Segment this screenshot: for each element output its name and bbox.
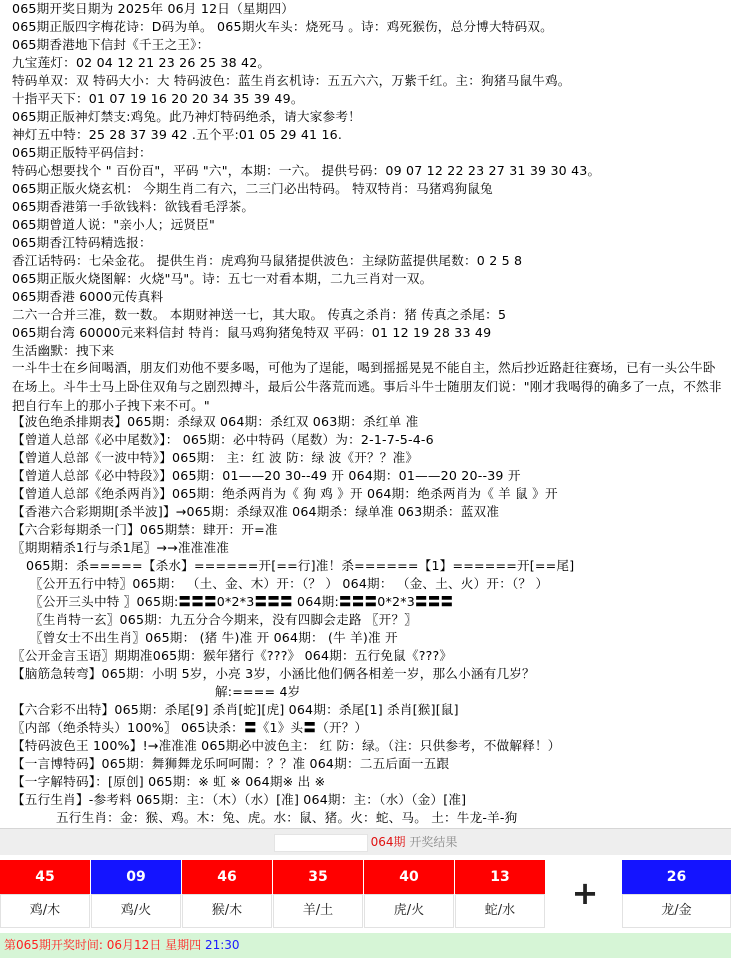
text-line: 【曾道人总部《必中尾数》】： 065期：必中特码（尾数）为：2-1-7-5-4-6 bbox=[12, 432, 434, 447]
text-line: 065期正版火烧图解：火烧"马"。诗：五七一对看本期，二九三肖对一双。 bbox=[12, 271, 433, 286]
text-line: 香江话特码：七朵金花。 提供生肖：虎鸡狗马鼠猪提供波色：主绿防蓝提供尾数：0 2 5 8 bbox=[12, 253, 523, 268]
footer-time: 21:30 bbox=[204, 938, 240, 952]
text-line: 〖期期精杀1行与杀1尾〗→→准准准准 bbox=[12, 540, 230, 555]
text-line: 〖公开五行中特〗065期： （土、金、木）开：（？ ） 064期： （金、土、火）开：（？ ） bbox=[30, 576, 549, 591]
text-line: 【脑筋急转弯】065期：小明 5岁，小亮 3岁，小涵比他们俩各相差一岁，那么小涵有几岁？ bbox=[12, 666, 535, 681]
text-line: 特码单双：双 特码大小：大 特码波色：蓝生肖玄机诗：五五六六，万紫千红。主：狗猪马鼠牛鸡。 bbox=[12, 73, 571, 88]
text-line: 【波色绝杀排期表】065期：杀绿双 064期：杀红双 063期：杀红单 准 bbox=[12, 414, 419, 429]
result-zodiac: 鸡/火 bbox=[91, 894, 181, 928]
text-line: 〖公开三头中特 〗065期:〓〓〓0*2*3〓〓〓 064期:〓〓〓0*2*3〓〓〓 bbox=[30, 594, 454, 609]
text-line: 065期香港 6000元传真料 bbox=[12, 289, 164, 304]
text-line: 【六合彩不出特】065期：杀尾[9] 杀肖[蛇][虎] 064期：杀尾[1] 杀肖[猴][鼠] bbox=[12, 702, 459, 717]
text-line: 〖公开金言玉语〗期期准065期：猴年猪行《???》 064期：五行免鼠《???》 bbox=[12, 648, 453, 663]
text-line: 065期香江特码精选报： bbox=[12, 235, 152, 250]
result-zodiac: 鸡/木 bbox=[0, 894, 90, 928]
result-ball: 35 bbox=[273, 860, 363, 894]
text-line: 065期正版神灯禁支:鸡兔。此乃神灯特码绝杀，请大家参考！ bbox=[12, 109, 361, 124]
text-line: 【六合彩每期杀一门】065期禁：肆开：开=准 bbox=[12, 522, 278, 537]
special-zodiac: 龙/金 bbox=[622, 894, 731, 928]
special-ball: 26 bbox=[622, 860, 731, 894]
text-line: 神灯五中特：25 28 37 39 42 .五个平:01 05 29 41 16. bbox=[12, 127, 343, 142]
draw-date-line: 065期开奖日期为 2025年 06月 12日（星期四） bbox=[12, 1, 295, 16]
text-line: 〖曾女士不出生肖〗065期： (猪 牛)准 开 064期： (牛 羊)准 开 bbox=[30, 630, 398, 645]
result-zodiac: 猴/木 bbox=[182, 894, 272, 928]
result-label: 开奖结果 bbox=[409, 835, 458, 849]
text-line: 特码心想要找个 " 百份百"，平码 "六"，本期：一六。 提供号码：09 07 12 22 23 27 31 39 30 43。 bbox=[12, 163, 601, 178]
text-line: 065期正版特平码信封： bbox=[12, 145, 152, 160]
text-line: 生活幽默：拽下来 bbox=[12, 343, 115, 358]
text-line: 【曾道人总部《一波中特》】065期： 主：红 波 防：绿 波《开？？准》 bbox=[12, 450, 419, 465]
text-line: 【曾道人总部《绝杀两肖》】065期：绝杀两肖为《 狗 鸡 》开 064期：绝杀两肖为《 羊 鼠 》开 bbox=[12, 486, 558, 501]
text-line: 十指平天下：01 07 19 16 20 20 34 35 39 49。 bbox=[12, 91, 304, 106]
text-line: 065期台湾 60000元来料信封 特肖：鼠马鸡狗猪兔特双 平码：01 12 19 28 33 49 bbox=[12, 325, 492, 340]
issue-input-box bbox=[274, 834, 368, 852]
text-line: 065期正版四字梅花诗：D码为单。 065期火车头：烧死马 。诗：鸡死猴伤，总分博大特码双。 bbox=[12, 19, 553, 34]
result-ball: 46 bbox=[182, 860, 272, 894]
text-line: 九宝莲灯：02 04 12 21 23 26 25 38 42。 bbox=[12, 55, 271, 70]
draw-result-header bbox=[0, 828, 731, 855]
text-line: 065期香港地下信封《千王之王》： bbox=[12, 37, 210, 52]
text-line: 【香港六合彩期期[杀半波]】→065期：杀绿双准 064期杀：绿单准 063期杀：蓝双准 bbox=[12, 504, 500, 519]
result-ball: 45 bbox=[0, 860, 90, 894]
result-zodiac: 羊/土 bbox=[273, 894, 363, 928]
plus-icon: + bbox=[571, 874, 599, 912]
text-line: 〖生肖特一玄〗065期：九五分合今期来，没有四脚会走路 〖开？〗 bbox=[30, 612, 418, 627]
result-zodiac: 虎/火 bbox=[364, 894, 454, 928]
text-line: 解:==== 4岁 bbox=[215, 684, 301, 699]
text-line: 065期正版火烧玄机： 今期生肖二有六，二三门必出特码。 特双特肖：马猪鸡狗鼠兔 bbox=[12, 181, 493, 196]
text-line: 二六一合并三准，数一数。 本期财神送一七，其大取。 传真之杀肖：猪 传真之杀尾：5 bbox=[12, 307, 507, 322]
result-ball: 09 bbox=[91, 860, 181, 894]
text-line: 【一字解特码】：[原创] 065期：※ 虹 ※ 064期※ 出 ※ bbox=[12, 774, 326, 789]
text-line: 【特码波色王 100%】!→准准准 065期必中波色主： 红 防：绿。（注：只供参考，不做解释！） bbox=[12, 738, 561, 753]
text-line: 065期香港第一手欲钱料：欲钱看毛浮茶。 bbox=[12, 199, 255, 214]
text-line: 五行生肖：金：猴、鸡。木：兔、虎。水：鼠、猪。火：蛇、马。 土：牛龙-羊-狗 bbox=[56, 810, 518, 825]
next-draw-footer bbox=[0, 933, 731, 958]
text-line: 〖内部（绝杀特头）100%〗 065诀杀：〓《1》头〓（开？） bbox=[12, 720, 368, 735]
text-line: 【一言博特码】065期：舞狮舞龙乐呵呵閙：？？准 064期：二五后面一五跟 bbox=[12, 756, 450, 771]
result-issue: 064期 bbox=[370, 835, 406, 849]
result-zodiac: 蛇/水 bbox=[455, 894, 545, 928]
humor-story: 一斗牛士在乡间喝酒，朋友们劝他不要多喝，可他为了逞能，喝到摇摇晃晃不能自主，然后抄近路赶往赛场，已有一头公牛卧在场上。斗牛士马上卧住双角与之剧烈搏斗，最后公牛落荒而逃。事后斗牛士随朋友们说："刚才我喝得的确多了一点，不然非把自行车上的那小子拽下来不可。" bbox=[12, 360, 722, 413]
text-line: 【五行生肖】-参考料 065期：主：（木）（水）[准] 064期：主：（水）（金）[准] bbox=[12, 792, 467, 807]
text-line: 【曾道人总部《必中特段》】065期：01——20 30--49 开 064期：01——20 20--39 开 bbox=[12, 468, 521, 483]
result-ball: 40 bbox=[364, 860, 454, 894]
footer-date: 06月12日 星期四 bbox=[106, 938, 202, 952]
result-ball: 13 bbox=[455, 860, 545, 894]
text-line: 065期曾道人说："亲小人；远贤臣" bbox=[12, 217, 215, 232]
footer-label: 第065期开奖时间: bbox=[4, 938, 103, 952]
text-line: 065期：杀=====【杀水】======开[==行]准！杀======【1】======开[==尾] bbox=[26, 558, 575, 573]
